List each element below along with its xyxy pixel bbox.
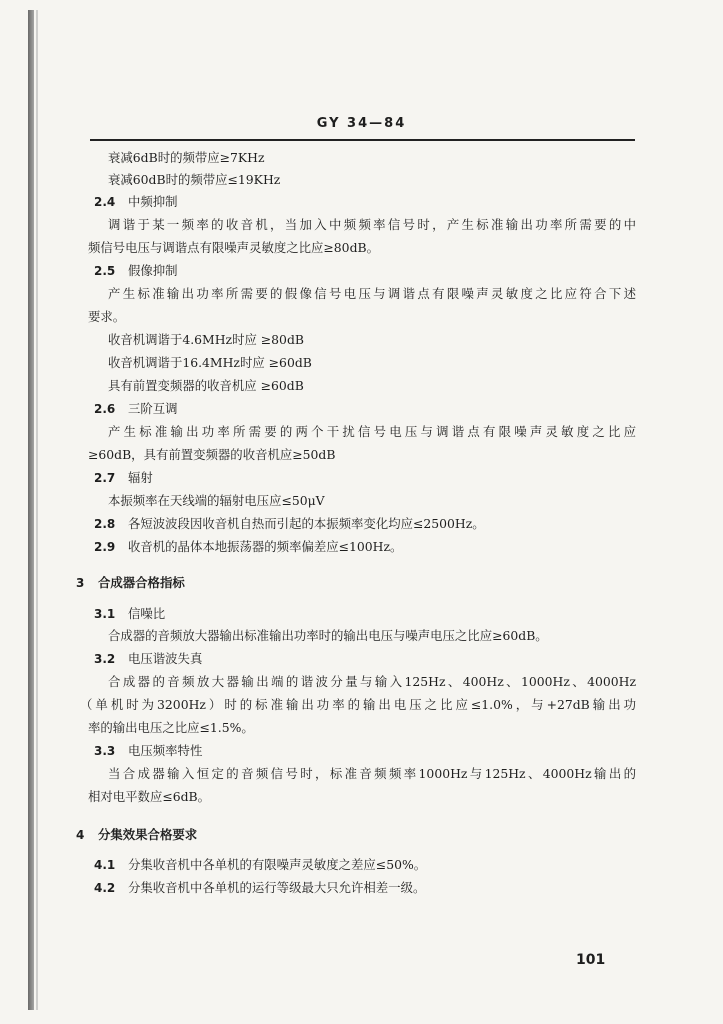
section-item-2-9	[94, 539, 402, 555]
section-text: 分集收音机中各单机的有限噪声灵敏度之差应≤50%。	[128, 857, 427, 872]
section-number: 2.8	[94, 517, 116, 531]
chapter-title: 分集效果合格要求	[98, 827, 198, 842]
section-number: 4.2	[94, 881, 116, 895]
paragraph-line: 相对电平数应≤6dB。	[88, 789, 211, 804]
section-text: 收音机的晶体本地振荡器的频率偏差应≤100Hz。	[128, 539, 403, 554]
section-item-4-1	[94, 857, 426, 873]
paragraph-line: 频信号电压与调谐点有限噪声灵敏度之比应≥80dB。	[88, 240, 379, 255]
paragraph-line: （单机时为3200Hz）时的标准输出功率的输出电压之比应≤1.0%，与+27dB输出功	[80, 697, 636, 712]
section-title: 信噪比	[128, 606, 166, 621]
section-heading-3-2	[94, 651, 202, 667]
text-line: 衰减60dB时的频带应≤19KHz	[108, 172, 281, 187]
list-item: 具有前置变频器的收音机应 ≥60dB	[108, 378, 304, 393]
paragraph-line: 合成器的音频放大器输出标准输出功率时的输出电压与噪声电压之比应≥60dB。	[108, 628, 548, 643]
section-heading-3-1	[94, 606, 165, 622]
paragraph-line: 本振频率在天线端的辐射电压应≤50μV	[108, 493, 325, 508]
section-heading-2-6	[94, 401, 178, 417]
text-line: 衰减6dB时的频带应≥7KHz	[108, 150, 265, 165]
section-number: 3.3	[94, 744, 116, 758]
section-number: 3.2	[94, 652, 116, 666]
header-rule	[90, 139, 635, 141]
paragraph-line: ≥60dB，具有前置变频器的收音机应≥50dB	[88, 447, 336, 462]
paragraph-line: 率的输出电压之比应≤1.5%。	[88, 720, 254, 735]
section-heading-2-4	[94, 194, 178, 210]
section-heading-2-7	[94, 470, 153, 486]
list-item: 收音机调谐于4.6MHz时应 ≥80dB	[108, 332, 304, 347]
section-number: 4.1	[94, 858, 116, 872]
section-title: 中频抑制	[128, 194, 178, 209]
section-title: 电压频率特性	[128, 743, 203, 758]
standard-code-header: GY 34—84	[316, 116, 407, 131]
page-number: 101	[576, 952, 606, 968]
section-number: 2.5	[94, 264, 116, 278]
chapter-number: 3	[76, 576, 85, 590]
section-number: 2.9	[94, 540, 116, 554]
section-title: 三阶互调	[128, 401, 178, 416]
paragraph-line: 产生标准输出功率所需要的假像信号电压与调谐点有限噪声灵敏度之比应符合下述	[108, 286, 636, 301]
chapter-number: 4	[76, 828, 85, 842]
section-title: 假像抑制	[128, 263, 178, 278]
paragraph-line: 产生标准输出功率所需要的两个干扰信号电压与调谐点有限噪声灵敏度之比应	[108, 424, 636, 439]
section-number: 3.1	[94, 607, 116, 621]
paragraph-line: 要求。	[88, 309, 126, 324]
section-title: 辐射	[128, 470, 153, 485]
chapter-title: 合成器合格指标	[98, 575, 185, 590]
paragraph-line: 当合成器输入恒定的音频信号时，标准音频频率1000Hz与125Hz、4000Hz输出的	[108, 766, 636, 781]
binding-edge-shadow	[36, 10, 38, 1010]
section-number: 2.6	[94, 402, 116, 416]
section-heading-2-5	[94, 263, 178, 279]
binding-edge	[28, 10, 34, 1010]
section-title: 电压谐波失真	[128, 651, 203, 666]
section-number: 2.4	[94, 195, 116, 209]
paragraph-line: 调谐于某一频率的收音机，当加入中频频率信号时，产生标准输出功率所需要的中	[108, 217, 636, 232]
list-item: 收音机调谐于16.4MHz时应 ≥60dB	[108, 355, 312, 370]
chapter-heading-4	[76, 827, 197, 843]
chapter-heading-3	[76, 575, 185, 591]
section-number: 2.7	[94, 471, 116, 485]
section-item-2-8	[94, 516, 485, 532]
section-text: 分集收音机中各单机的运行等级最大只允许相差一级。	[128, 880, 426, 895]
section-item-4-2	[94, 880, 425, 896]
paragraph-line: 合成器的音频放大器输出端的谐波分量与输入125Hz、400Hz、1000Hz、4000Hz	[108, 674, 636, 689]
section-text: 各短波波段因收音机自热而引起的本振频率变化均应≤2500Hz。	[128, 516, 485, 531]
section-heading-3-3	[94, 743, 202, 759]
